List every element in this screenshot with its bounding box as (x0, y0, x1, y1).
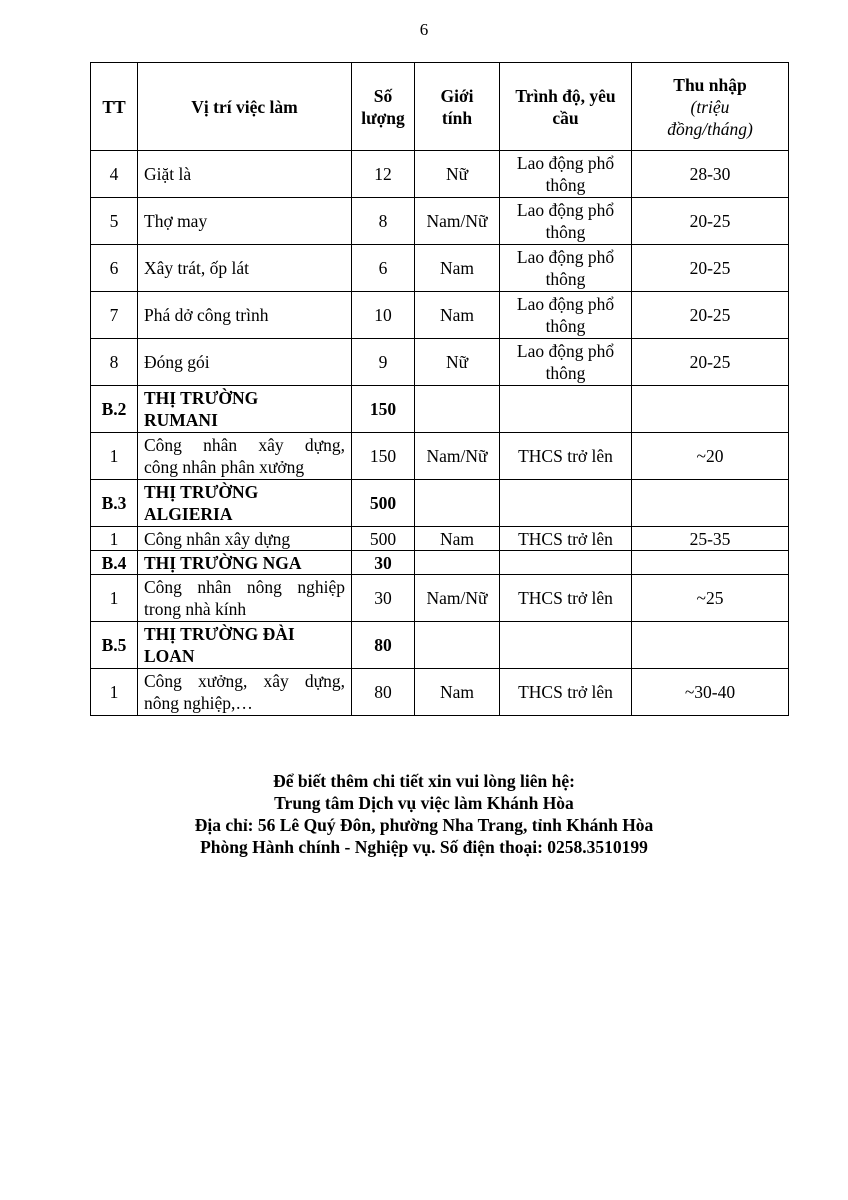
cell-quantity: 6 (352, 245, 415, 292)
cell-quantity: 80 (352, 669, 415, 716)
cell-requirement: THCS trở lên (500, 575, 632, 622)
cell-tt: 5 (91, 198, 138, 245)
section-row (91, 386, 789, 433)
cell-position: Phá dở công trình (138, 292, 352, 339)
section-title-line: THỊ TRƯỜNG ĐÀI (144, 624, 295, 644)
section-title-line: THỊ TRƯỜNG (144, 388, 259, 408)
cell-gender: Nữ (415, 339, 500, 386)
cell-income: ~25 (632, 575, 789, 622)
contact-footer (0, 770, 848, 858)
cell-tt: 7 (91, 292, 138, 339)
cell-requirement-line: thông (545, 269, 586, 289)
section-title: THỊ TRƯỜNG NGA (138, 551, 352, 575)
section-title (138, 480, 352, 527)
contact-intro: Để biết thêm chi tiết xin vui lòng liên hệ: (273, 771, 575, 791)
table-row (91, 669, 789, 716)
cell-tt: 1 (91, 527, 138, 551)
table-row (91, 151, 789, 198)
header-income-title: Thu nhập (673, 74, 747, 95)
cell-gender: Nam/Nữ (415, 198, 500, 245)
header-income (632, 63, 789, 151)
header-quantity-line: lượng (361, 107, 405, 128)
header-quantity-line: Số (373, 85, 393, 106)
cell-position-line: công nhân phân xưởng (144, 457, 305, 477)
cell-requirement-line: thông (545, 175, 586, 195)
cell-income: ~30-40 (632, 669, 789, 716)
cell-quantity: 30 (352, 575, 415, 622)
cell-gender: Nam/Nữ (415, 433, 500, 480)
cell-income: 20-25 (632, 292, 789, 339)
section-total: 80 (352, 622, 415, 669)
table-row (91, 198, 789, 245)
header-requirement-line: cầu (552, 107, 579, 128)
contact-address: Địa chỉ: 56 Lê Quý Đôn, phường Nha Trang, tỉnh Khánh Hòa (194, 815, 654, 835)
empty-cell (500, 551, 632, 575)
header-quantity (352, 63, 415, 151)
cell-position (138, 669, 352, 716)
header-gender (415, 63, 500, 151)
section-title-line: LOAN (144, 646, 195, 666)
section-total: 150 (352, 386, 415, 433)
cell-income: 20-25 (632, 198, 789, 245)
cell-position-line: Công nhân nông nghiệp (144, 577, 345, 597)
cell-quantity: 10 (352, 292, 415, 339)
cell-income: 28-30 (632, 151, 789, 198)
empty-cell (415, 551, 500, 575)
header-gender-line: Giới (440, 85, 474, 106)
section-total: 30 (352, 551, 415, 575)
cell-income: 20-25 (632, 339, 789, 386)
cell-requirement-line: thông (545, 316, 586, 336)
section-row (91, 480, 789, 527)
section-title (138, 386, 352, 433)
empty-cell (415, 386, 500, 433)
table-row (91, 433, 789, 480)
cell-requirement-line: Lao động phổ (516, 247, 615, 267)
cell-position (138, 433, 352, 480)
table-header-row (91, 63, 789, 151)
cell-position: Công nhân xây dựng (138, 527, 352, 551)
cell-tt: 4 (91, 151, 138, 198)
cell-position: Thợ may (138, 198, 352, 245)
header-tt: TT (91, 63, 138, 151)
cell-position-line: Công nhân xây dựng, (144, 435, 345, 455)
section-code: B.3 (91, 480, 138, 527)
cell-quantity: 150 (352, 433, 415, 480)
cell-quantity: 500 (352, 527, 415, 551)
header-requirement (500, 63, 632, 151)
cell-requirement (500, 339, 632, 386)
cell-tt: 1 (91, 575, 138, 622)
cell-requirement-line: thông (545, 222, 586, 242)
cell-position: Xây trát, ốp lát (138, 245, 352, 292)
contact-phone: Phòng Hành chính - Nghiệp vụ. Số điện thoại: 0258.3510199 (200, 837, 648, 857)
cell-requirement-line: Lao động phổ (516, 341, 615, 361)
cell-tt: 1 (91, 433, 138, 480)
table-row (91, 339, 789, 386)
cell-quantity: 8 (352, 198, 415, 245)
section-total: 500 (352, 480, 415, 527)
cell-position: Giặt là (138, 151, 352, 198)
section-row (91, 551, 789, 575)
empty-cell (632, 386, 789, 433)
section-title-line: RUMANI (144, 410, 218, 430)
table-row (91, 245, 789, 292)
cell-requirement-line: Lao động phổ (516, 200, 615, 220)
cell-position (138, 575, 352, 622)
empty-cell (500, 622, 632, 669)
section-title-line: THỊ TRƯỜNG (144, 482, 259, 502)
cell-requirement-line: Lao động phổ (516, 294, 615, 314)
header-gender-line: tính (441, 107, 473, 128)
cell-requirement (500, 292, 632, 339)
cell-requirement-line: thông (545, 363, 586, 383)
header-requirement-line: Trình độ, yêu (515, 85, 616, 106)
table-row (91, 575, 789, 622)
section-code: B.4 (91, 551, 138, 575)
contact-organization: Trung tâm Dịch vụ việc làm Khánh Hòa (274, 793, 574, 813)
empty-cell (415, 480, 500, 527)
cell-gender: Nam (415, 669, 500, 716)
empty-cell (632, 480, 789, 527)
cell-position-line: nông nghiệp,… (144, 693, 253, 713)
cell-income: 25-35 (632, 527, 789, 551)
header-income-unit: đồng/tháng) (667, 118, 753, 139)
empty-cell (632, 551, 789, 575)
cell-requirement-line: Lao động phổ (516, 153, 615, 173)
cell-gender: Nam (415, 292, 500, 339)
section-row (91, 622, 789, 669)
section-title-line: ALGIERIA (144, 504, 233, 524)
cell-tt: 1 (91, 669, 138, 716)
cell-income: 20-25 (632, 245, 789, 292)
cell-requirement (500, 151, 632, 198)
table-row (91, 292, 789, 339)
cell-requirement (500, 245, 632, 292)
table-row (91, 527, 789, 551)
empty-cell (500, 480, 632, 527)
cell-gender: Nữ (415, 151, 500, 198)
empty-cell (500, 386, 632, 433)
cell-tt: 6 (91, 245, 138, 292)
cell-requirement: THCS trở lên (500, 433, 632, 480)
job-table (90, 62, 789, 716)
cell-requirement (500, 198, 632, 245)
cell-quantity: 9 (352, 339, 415, 386)
cell-requirement: THCS trở lên (500, 669, 632, 716)
cell-gender: Nam (415, 245, 500, 292)
cell-quantity: 12 (352, 151, 415, 198)
page-number: 6 (419, 20, 429, 39)
header-position: Vị trí việc làm (138, 63, 352, 151)
empty-cell (632, 622, 789, 669)
empty-cell (415, 622, 500, 669)
cell-gender: Nam (415, 527, 500, 551)
cell-requirement: THCS trở lên (500, 527, 632, 551)
cell-position-line: Công xưởng, xây dựng, (144, 671, 345, 691)
cell-income: ~20 (632, 433, 789, 480)
cell-tt: 8 (91, 339, 138, 386)
header-income-unit: (triệu (690, 96, 730, 117)
cell-position-line: trong nhà kính (144, 599, 247, 619)
section-title (138, 622, 352, 669)
section-code: B.2 (91, 386, 138, 433)
cell-gender: Nam/Nữ (415, 575, 500, 622)
section-code: B.5 (91, 622, 138, 669)
cell-position: Đóng gói (138, 339, 352, 386)
